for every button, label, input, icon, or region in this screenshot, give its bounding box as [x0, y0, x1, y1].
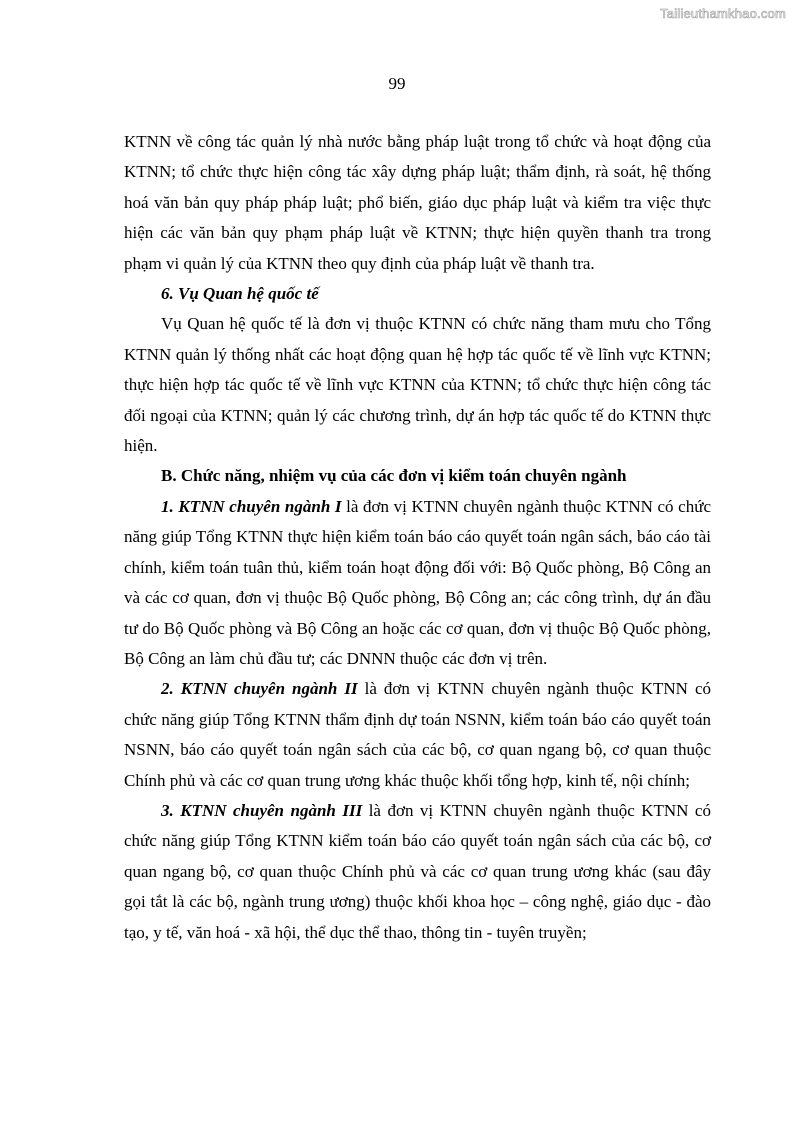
paragraph-specialized-iii — [124, 796, 711, 948]
document-body — [124, 127, 711, 948]
heading-section-b: B. Chức năng, nhiệm vụ của các đơn vị kiểm toán chuyên ngành — [161, 466, 627, 486]
lead-specialized-i: 1. KTNN chuyên ngành I — [161, 496, 342, 516]
paragraph-ktnn-legal: KTNN về công tác quản lý nhà nước bằng pháp luật trong tổ chức và hoạt động của KTNN; tổ chức thực hiện công tác xây dựng pháp luật; thẩm định, rà soát, hệ thống hoá văn bản quy pháp pháp luật; phổ biến, giáo dục pháp luật và kiểm tra việc thực hiện các văn bản quy phạm pháp luật về KTNN; thực hiện quyền thanh tra trong phạm vi quản lý của KTNN theo quy định của pháp luật về thanh tra. — [124, 132, 711, 273]
page-number: 99 — [388, 74, 406, 93]
heading-international-relations: 6. Vụ Quan hệ quốc tế — [161, 284, 319, 304]
paragraph-international-relations: Vụ Quan hệ quốc tế là đơn vị thuộc KTNN có chức năng tham mưu cho Tổng KTNN quản lý thống nhất các hoạt động quan hệ hợp tác quốc tế về lĩnh vực KTNN; thực hiện hợp tác quốc tế về lĩnh vực KTNN của KTNN; tổ chức thực hiện công tác đối ngoại của KTNN; quản lý các chương trình, dự án hợp tác quốc tế do KTNN thực hiện. — [124, 314, 711, 456]
lead-specialized-iii: 3. KTNN chuyên ngành III — [161, 800, 363, 820]
watermark-text: Tailieuthamkhao.com — [660, 6, 786, 21]
text-specialized-iii: là đơn vị KTNN chuyên ngành thuộc KTNN có chức năng giúp Tổng KTNN kiểm toán báo cáo quyết toán ngân sách của các bộ, cơ quan ngang bộ, cơ quan thuộc Chính phủ và các cơ quan trung ương khác (sau đây gọi tắt là các bộ, ngành trung ương) thuộc khối khoa học – công nghệ, giáo dục - đào tạo, y tế, văn hoá - xã hội, thể dục thể thao, thông tin - tuyên truyền; — [124, 800, 711, 942]
paragraph-specialized-ii — [124, 674, 711, 796]
text-specialized-i: là đơn vị KTNN chuyên ngành thuộc KTNN có chức năng giúp Tổng KTNN thực hiện kiểm toán báo cáo quyết toán ngân sách, báo cáo tài chính, kiểm toán tuân thủ, kiểm toán hoạt động đối với: Bộ Quốc phòng, Bộ Công an và các cơ quan, đơn vị thuộc Bộ Quốc phòng, Bộ Công an; các công trình, dự án đầu tư do Bộ Quốc phòng và Bộ Công an hoặc các cơ quan, đơn vị thuộc Bộ Quốc phòng, Bộ Công an làm chủ đầu tư; các DNNN thuộc các đơn vị trên. — [124, 496, 711, 668]
lead-specialized-ii: 2. KTNN chuyên ngành II — [161, 679, 358, 699]
text-specialized-ii: là đơn vị KTNN chuyên ngành thuộc KTNN có chức năng giúp Tổng KTNN thẩm định dự toán NSNN, kiểm toán báo cáo quyết toán NSNN, báo cáo quyết toán ngân sách của các bộ, cơ quan ngang bộ, cơ quan thuộc Chính phủ và các cơ quan trung ương khác thuộc khối tổng hợp, kinh tế, nội chính; — [124, 679, 711, 790]
paragraph-specialized-i — [124, 492, 711, 674]
